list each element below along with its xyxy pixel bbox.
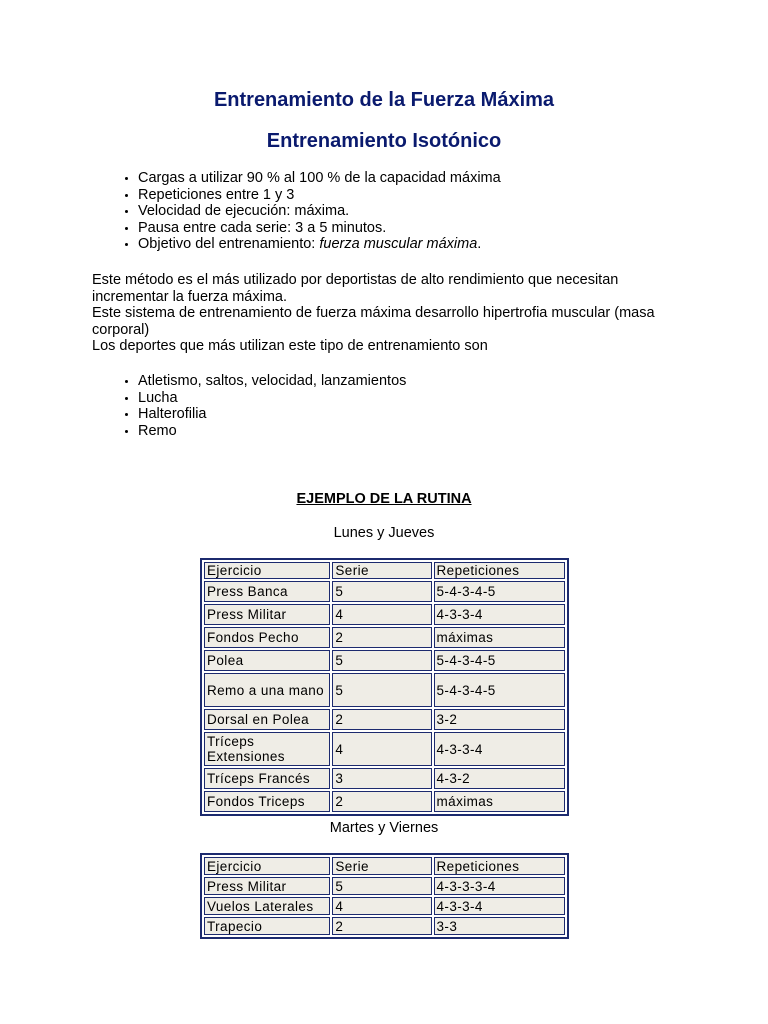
routine-day-label: Lunes y Jueves: [333, 525, 435, 541]
page-title: Entrenamiento de la Fuerza Máxima: [213, 89, 555, 111]
list-item: • Remo: [138, 423, 406, 440]
sets-cell: 4: [332, 604, 431, 625]
exercise-cell: Tríceps Francés: [204, 768, 330, 789]
sets-cell: 5: [332, 581, 431, 602]
table-row: [204, 877, 565, 895]
objective-suffix: .: [477, 236, 482, 252]
sets-cell: 4: [332, 732, 431, 766]
list-item: • Cargas a utilizar 90 % al 100 % de la capacidad máxima: [138, 170, 501, 187]
exercise-cell: Dorsal en Polea: [204, 709, 330, 730]
sets-cell: 5: [332, 877, 431, 895]
table-row: [204, 768, 565, 789]
exercise-cell: Press Banca: [204, 581, 330, 602]
table-header-row: [204, 857, 565, 875]
list-item: • Lucha: [138, 390, 406, 407]
reps-cell: 5-4-3-4-5: [434, 581, 565, 602]
table-row: [204, 650, 565, 671]
table-header-row: [204, 562, 565, 579]
exercise-cell: Press Militar: [204, 604, 330, 625]
sets-cell: 2: [332, 627, 431, 648]
reps-cell: 4-3-3-4: [434, 897, 565, 915]
header-cell: Repeticiones: [434, 562, 565, 579]
table-row: [204, 604, 565, 625]
exercise-cell: Tríceps Extensiones: [204, 732, 330, 766]
list-item: • Atletismo, saltos, velocidad, lanzamientos: [138, 373, 406, 390]
header-cell: Ejercicio: [204, 562, 330, 579]
routine-heading: [0, 490, 768, 508]
routine-day-label: Martes y Viernes: [329, 820, 439, 836]
list-item: • Pausa entre cada serie: 3 a 5 minutos.: [138, 220, 501, 237]
table-row: [204, 709, 565, 730]
reps-cell: 3-3: [434, 917, 565, 935]
reps-cell: 4-3-3-4: [434, 604, 565, 625]
reps-cell: 4-3-3-4: [434, 732, 565, 766]
training-parameters-list: [92, 170, 501, 253]
reps-cell: 5-4-3-4-5: [434, 650, 565, 671]
routine-heading-text: EJEMPLO DE LA RUTINA: [296, 491, 472, 507]
sets-cell: 4: [332, 897, 431, 915]
objective-emphasis: fuerza muscular máxima: [319, 236, 478, 252]
exercise-cell: Remo a una mano: [204, 673, 330, 707]
reps-cell: 5-4-3-4-5: [434, 673, 565, 707]
table-row: [204, 581, 565, 602]
routine-table-tuesday-friday: [200, 853, 569, 939]
sports-list: [92, 373, 406, 439]
reps-cell: 4-3-3-3-4: [434, 877, 565, 895]
sets-cell: 5: [332, 650, 431, 671]
paragraph-line: Este sistema de entrenamiento de fuerza máxima desarrollo hipertrofia muscular (masa corporal): [92, 305, 655, 338]
reps-cell: máximas: [434, 791, 565, 812]
table-row: [204, 673, 565, 707]
list-item: • Halterofilia: [138, 406, 406, 423]
sets-cell: 5: [332, 673, 431, 707]
sets-cell: 2: [332, 709, 431, 730]
reps-cell: 4-3-2: [434, 768, 565, 789]
exercise-cell: Press Militar: [204, 877, 330, 895]
header-cell: Serie: [332, 857, 431, 875]
exercise-cell: Vuelos Laterales: [204, 897, 330, 915]
exercise-cell: Polea: [204, 650, 330, 671]
list-item-objective: [138, 236, 501, 253]
page-subtitle: Entrenamiento Isotónico: [266, 130, 502, 152]
table-row: [204, 627, 565, 648]
reps-cell: máximas: [434, 627, 565, 648]
reps-cell: 3-2: [434, 709, 565, 730]
paragraph-line: Este método es el más utilizado por deportistas de alto rendimiento que necesitan incrementar la fuerza máxima.: [92, 272, 619, 305]
list-item: • Velocidad de ejecución: máxima.: [138, 203, 501, 220]
exercise-cell: Fondos Pecho: [204, 627, 330, 648]
objective-prefix: Objetivo del entrenamiento:: [138, 236, 320, 252]
header-cell: Ejercicio: [204, 857, 330, 875]
header-cell: Repeticiones: [434, 857, 565, 875]
exercise-cell: Trapecio: [204, 917, 330, 935]
list-item: • Repeticiones entre 1 y 3: [138, 187, 501, 204]
table-row: [204, 897, 565, 915]
description-paragraph: [92, 272, 692, 355]
table-row: [204, 791, 565, 812]
header-cell: Serie: [332, 562, 431, 579]
sets-cell: 3: [332, 768, 431, 789]
sets-cell: 2: [332, 917, 431, 935]
sets-cell: 2: [332, 791, 431, 812]
paragraph-line: Los deportes que más utilizan este tipo de entrenamiento son: [92, 338, 488, 354]
table-row: [204, 917, 565, 935]
table-row: [204, 732, 565, 766]
exercise-cell: Fondos Triceps: [204, 791, 330, 812]
routine-table-monday-thursday: [200, 558, 569, 816]
